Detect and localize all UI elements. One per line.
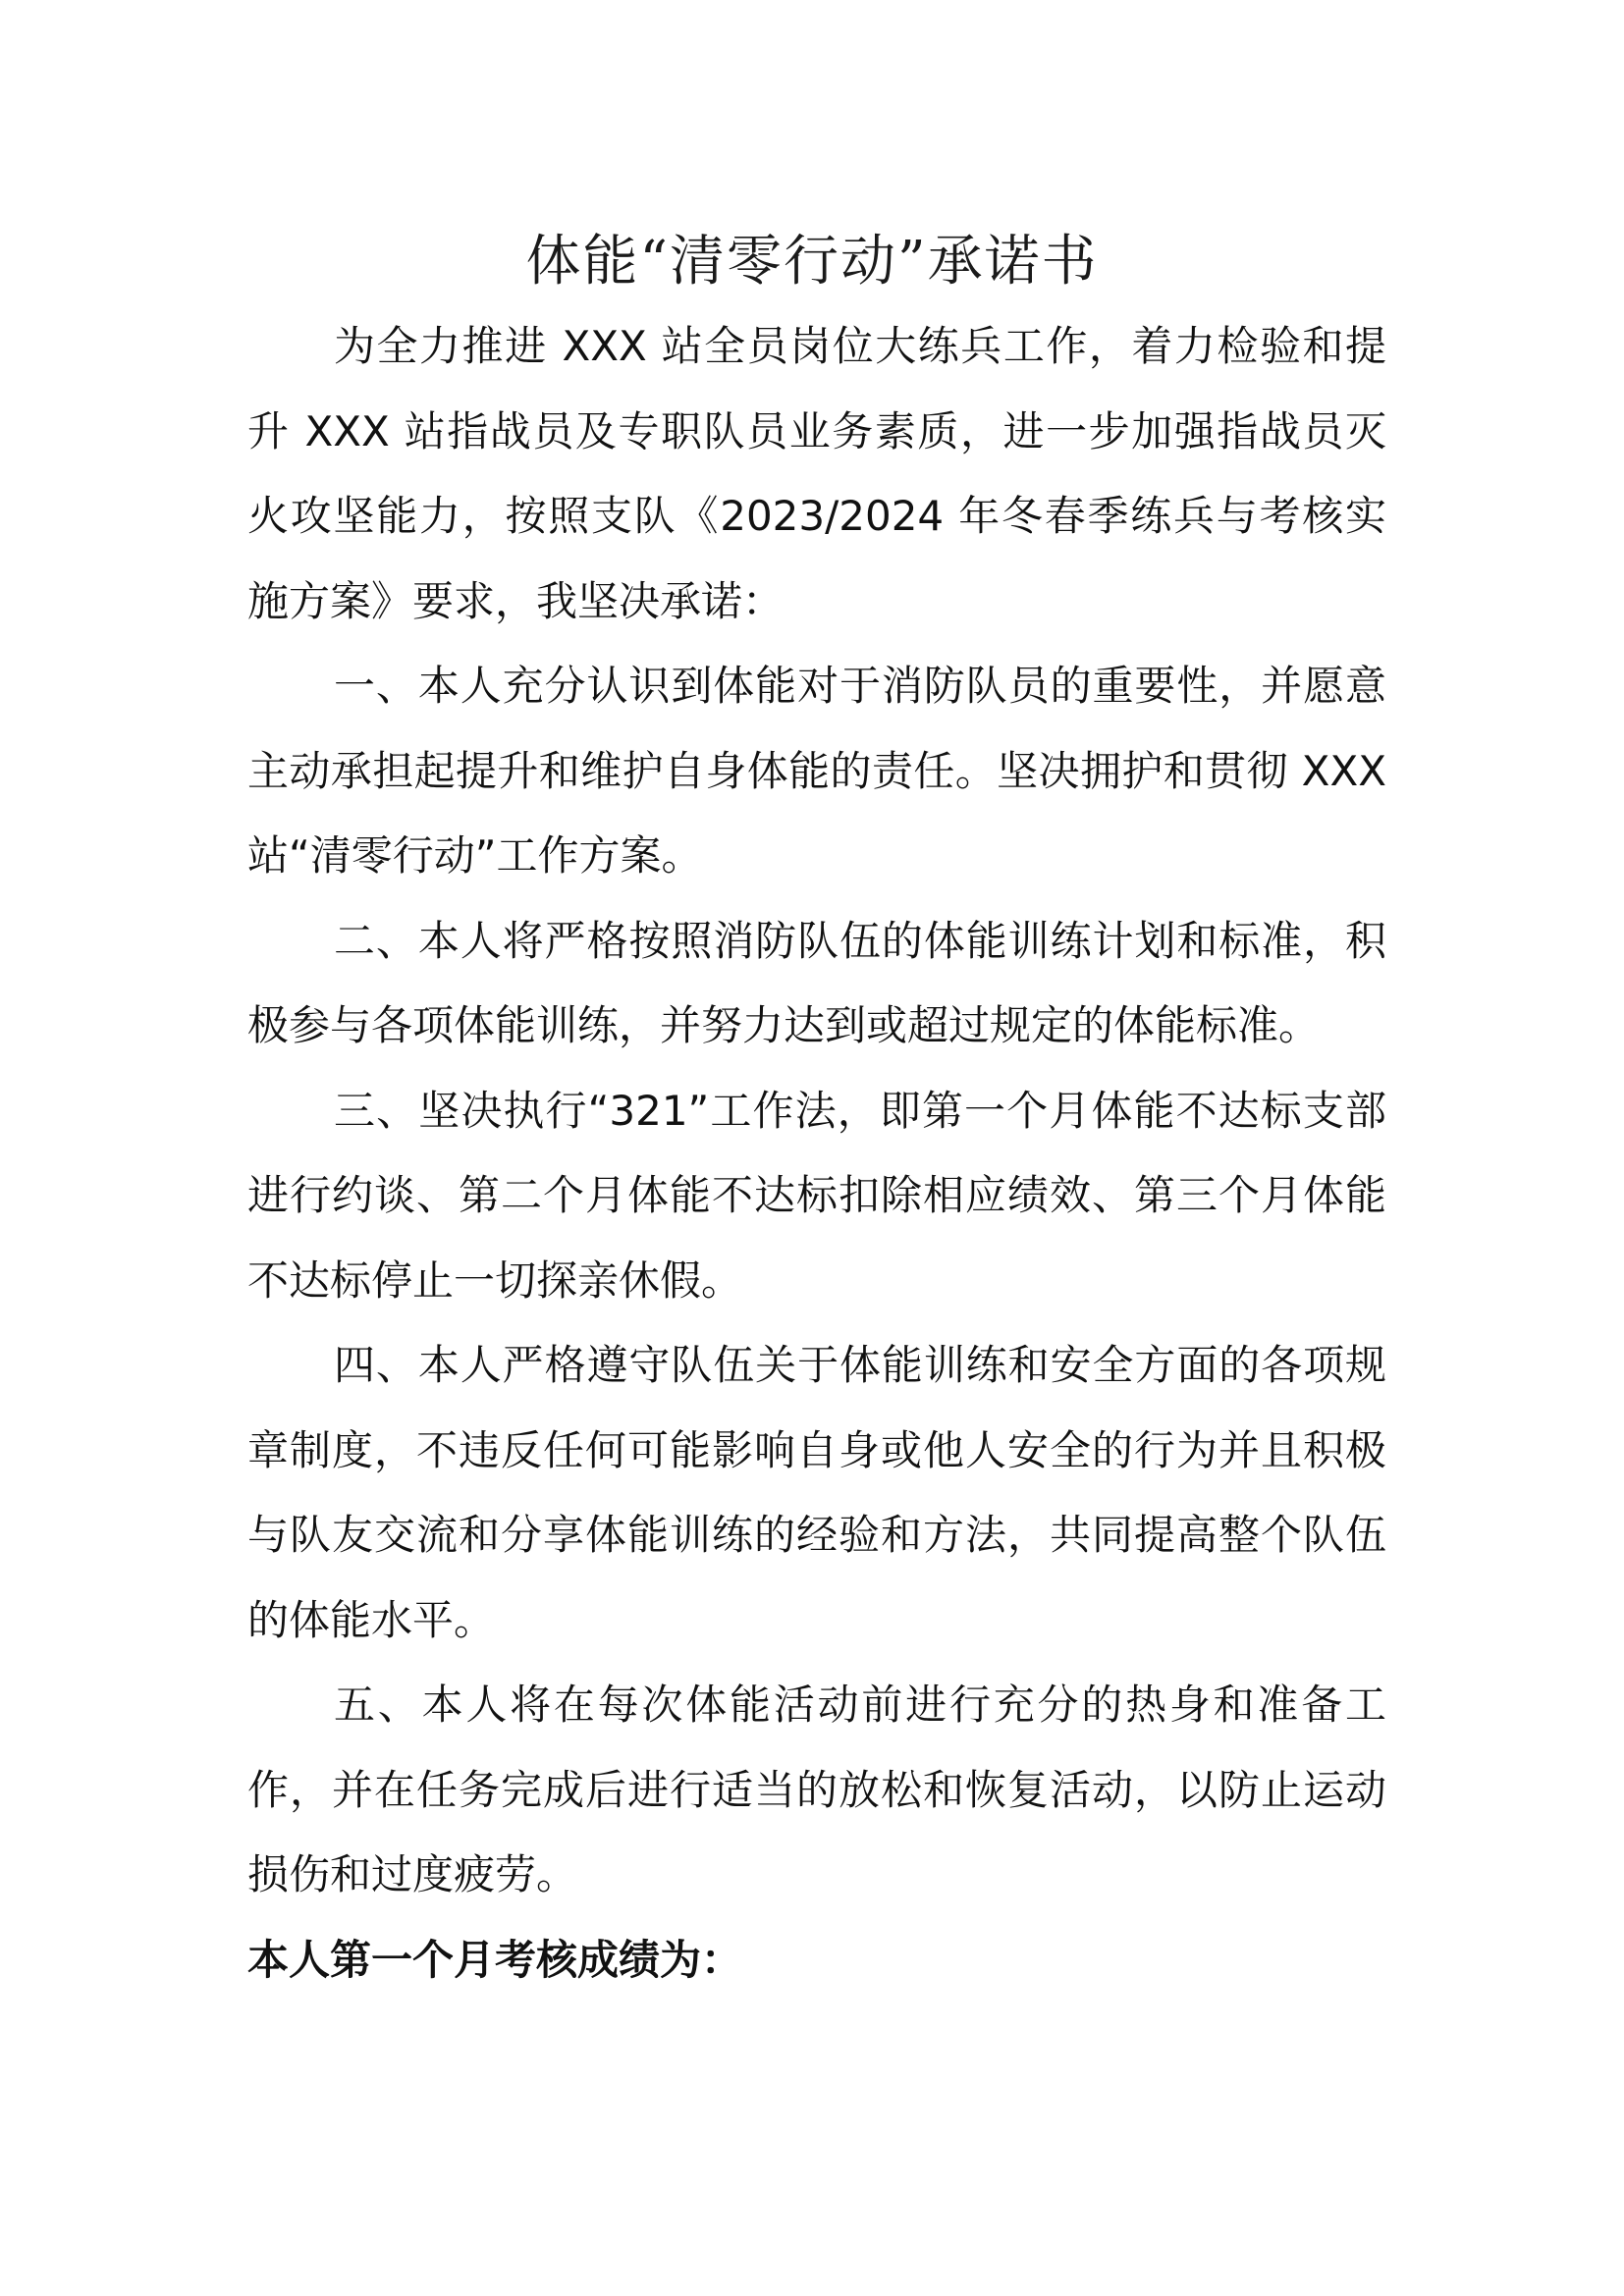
intro-paragraph: 为全力推进 XXX 站全员岗位大练兵工作，着力检验和提升 XXX 站指战员及专职队员业务素质，进一步加强指战员灭火攻坚能力，按照支队《2023/2024 年冬春季练兵与考核实施方案》要求，我坚决承诺：: [247, 322, 1386, 625]
document-body: [247, 304, 1386, 2002]
commitment-item-5: 五、本人将在每次体能活动前进行充分的热身和准备工作，并在任务完成后进行适当的放松和恢复活动，以防止运动损伤和过度疲劳。: [247, 1681, 1386, 1898]
commitment-item-1: 一、本人充分认识到体能对于消防队员的重要性，并愿意主动承担起提升和维护自身体能的责任。坚决拥护和贯彻 XXX 站“清零行动”工作方案。: [247, 662, 1386, 880]
commitment-item-4: 四、本人严格遵守队伍关于体能训练和安全方面的各项规章制度，不违反任何可能影响自身或他人安全的行为并且积极与队友交流和分享体能训练的经验和方法，共同提高整个队伍的体能水平。: [247, 1341, 1386, 1644]
score-label: 本人第一个月考核成绩为：: [247, 1935, 743, 1984]
commitment-item-3: 三、坚决执行“321”工作法，即第一个月体能不达标支部进行约谈、第二个月体能不达标扣除相应绩效、第三个月体能不达标停止一切探亲休假。: [247, 1086, 1386, 1305]
document-title: 体能“清零行动”承诺书: [525, 230, 1099, 294]
commitment-item-2: 二、本人将严格按照消防队伍的体能训练计划和标准，积极参与各项体能训练，并努力达到或超过规定的体能标准。: [247, 916, 1386, 1049]
